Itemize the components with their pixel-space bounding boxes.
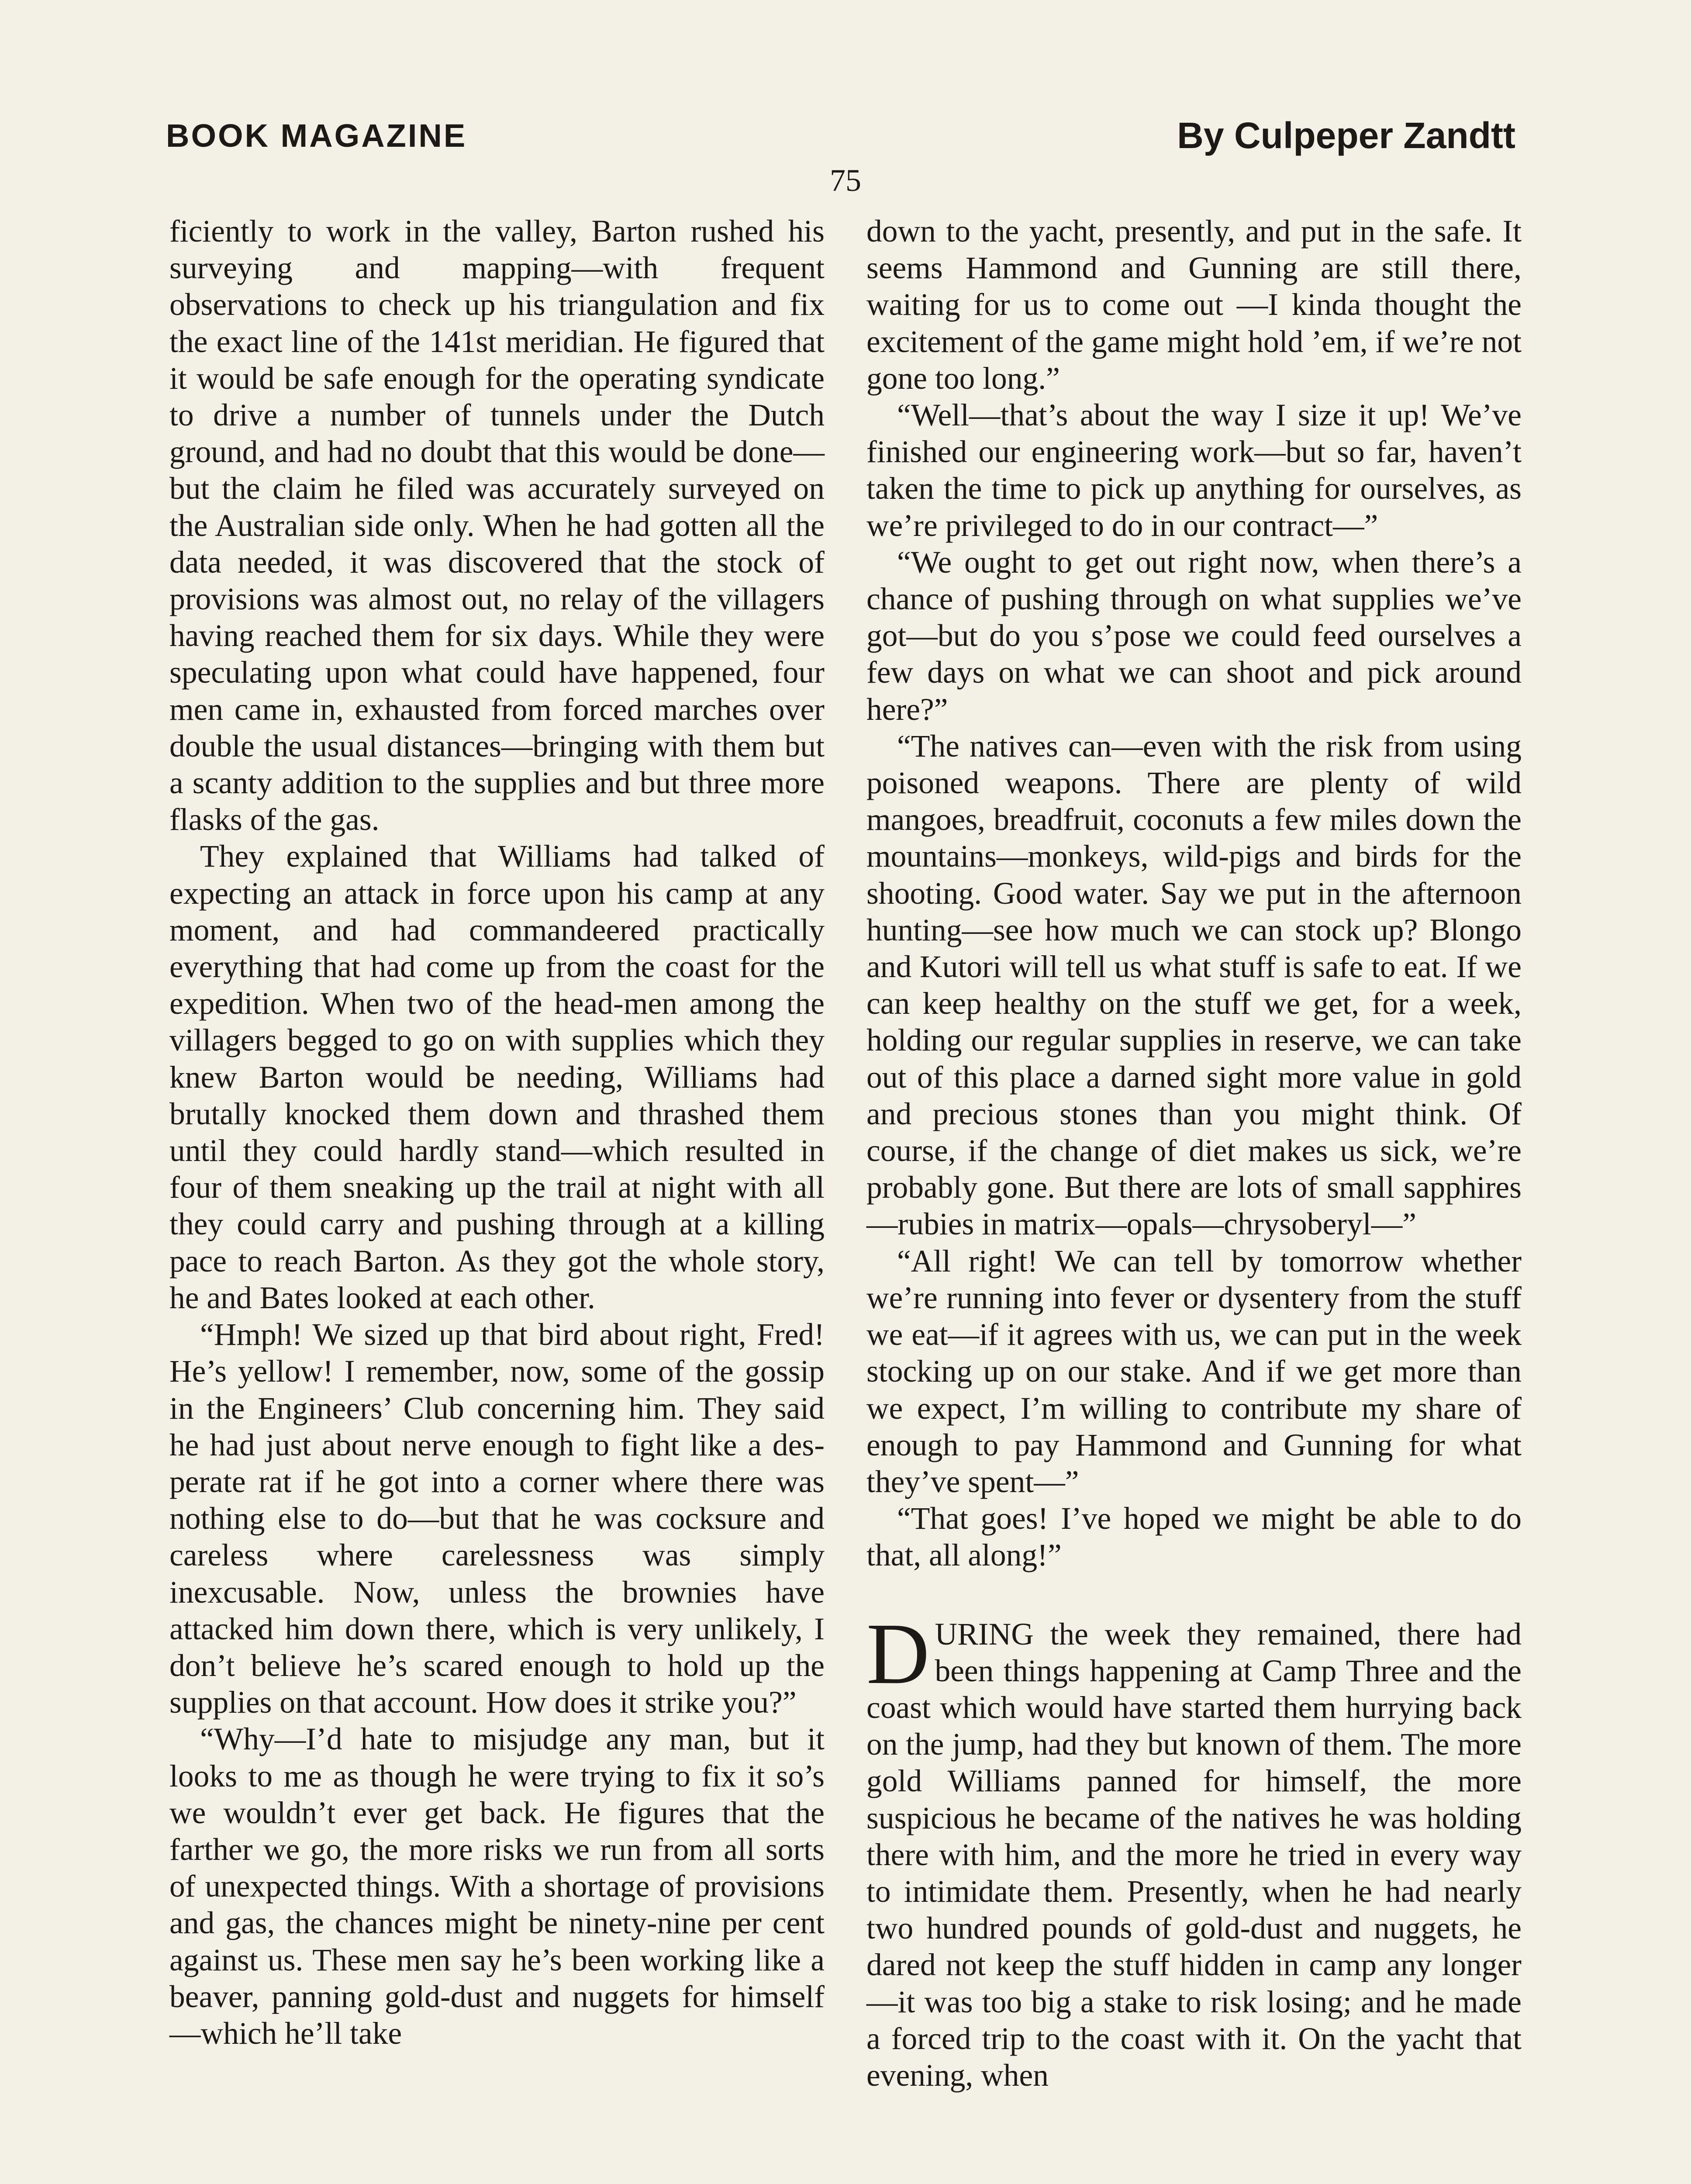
section-opening-paragraph — [866, 1605, 1522, 2094]
paragraph: They explained that Williams had talked of expecting an attack in force upon his camp at any moment, and had commandeered practically everything that had come up from the coast for the expedition. When two of the head-men among the villagers begged to go on with supplies which they knew Barton would be needing, Williams had brutally knocked them down and thrashed them until they could hardly stand—which resulted in four of them sneaking up the trail at night with all they could carry and pushing through at a killing pace to reach Barton. As they got the whole story, he and Bates looked at each other. — [169, 839, 825, 1315]
paragraph: “All right! We can tell by tomorrow whether we’re running into fever or dysentery from the stuff we eat—if it agrees with us, we can put in the week stocking up on our stake. And if we get more than we expect, I’m willing to contribute my share of enough to pay Hammond and Gunning for what they’ve spent—” — [866, 1244, 1522, 1499]
right-column — [866, 213, 1522, 2094]
paragraph: “Hmph! We sized up that bird about right, Fred! He’s yellow! I remember, now, some of the gossip in the Engineers’ Club concerning him. They said he had just about nerve enough to fight like a desperate rat if he got into a corner where there was nothing else to do—but that he was cocksure and careless where carelessness was simply inexcusable. Now, unless the brownies have attacked him down there, which is very unlikely, I don’t believe he’s scared enough to hold up the supplies on that account. How does it strike you?” — [169, 1317, 825, 1720]
paragraph: “We ought to get out right now, when there’s a chance of pushing through on what supplies we’ve got—but do you s’pose we could feed ourselves a few days on what we can shoot and pick around here?” — [866, 545, 1522, 727]
running-head-author: By Culpeper Zandtt — [1177, 115, 1515, 156]
page-number: 75 — [830, 163, 861, 198]
running-head-magazine: BOOK MAGAZINE — [166, 117, 467, 154]
paragraph: “The natives can—even with the risk from using poisoned weapons. There are plenty of wild mangoes, breadfruit, coconuts a few miles down the mountains—monkeys, wild-pigs and birds for the shooting. Good water. Say we put in the afternoon hunting—see how much we can stock up? Blongo and Kutori will tell us what stuff is safe to eat. If we can keep healthy on the stuff we get, for a week, holding our regular supplies in reserve, we can take out of this place a darned sight more value in gold and precious stones than you might think. Of course, if the change of diet makes us sick, we’re probably gone. But there are lots of small sapphires—rubies in matrix—opals—chrysoberyl—” — [866, 729, 1522, 1242]
section-text: URING the week they remained, there had been things happening at Camp Three and the coast which would have started them hurrying back on the jump, had they but known of them. The more gold Williams panned for himself, the more suspicious he became of the natives he was holding there with him, and the more he tried in every way to intimidate them. Presently, when he had nearly two hundred pounds of gold-dust and nuggets, he dared not keep the stuff hidden in camp any longer—it was too big a stake to risk losing; and he made a forced trip to the coast with it. On the yacht that evening, when — [866, 1617, 1522, 2093]
drop-cap: D — [866, 1605, 930, 1702]
paragraph: “That goes! I’ve hoped we might be able to do that, all along!” — [866, 1501, 1522, 1573]
paragraph: “Well—that’s about the way I size it up! We’ve finished our engineering work—but so far, haven’t taken the time to pick up anything for ourselves, as we’re privileged to do in our contract—” — [866, 398, 1522, 543]
paragraph: down to the yacht, presently, and put in the safe. It seems Hammond and Gunning are still there, waiting for us to come out —I kinda thought the excitement of the game might hold ’em, if we’re not gone too long.” — [866, 214, 1522, 396]
paragraph: “Why—I’d hate to misjudge any man, but it looks to me as though he were trying to fix it so’s we wouldn’t ever get back. He figures that the farther we go, the more risks we run from all sorts of unexpected things. With a shortage of provisions and gas, the chances might be ninety-nine per cent against us. These men say he’s been working like a beaver, panning gold-dust and nuggets for himself—which he’ll take — [169, 1722, 825, 2051]
left-column — [169, 213, 825, 2052]
paragraph: ficiently to work in the valley, Barton rushed his surveying and mapping—with frequent observations to check up his triangulation and fix the exact line of the 141st meridian. He figured that it would be safe enough for the operating syndicate to drive a number of tunnels under the Dutch ground, and had no doubt that this would be done—but the claim he filed was accurately surveyed on the Australian side only. When he had gotten all the data needed, it was discovered that the stock of provisions was almost out, no relay of the villagers having reached them for six days. While they were speculating upon what could have happened, four men came in, exhausted from forced marches over double the usual distances—bringing with them but a scanty addition to the supplies and but three more flasks of the gas. — [169, 214, 825, 837]
